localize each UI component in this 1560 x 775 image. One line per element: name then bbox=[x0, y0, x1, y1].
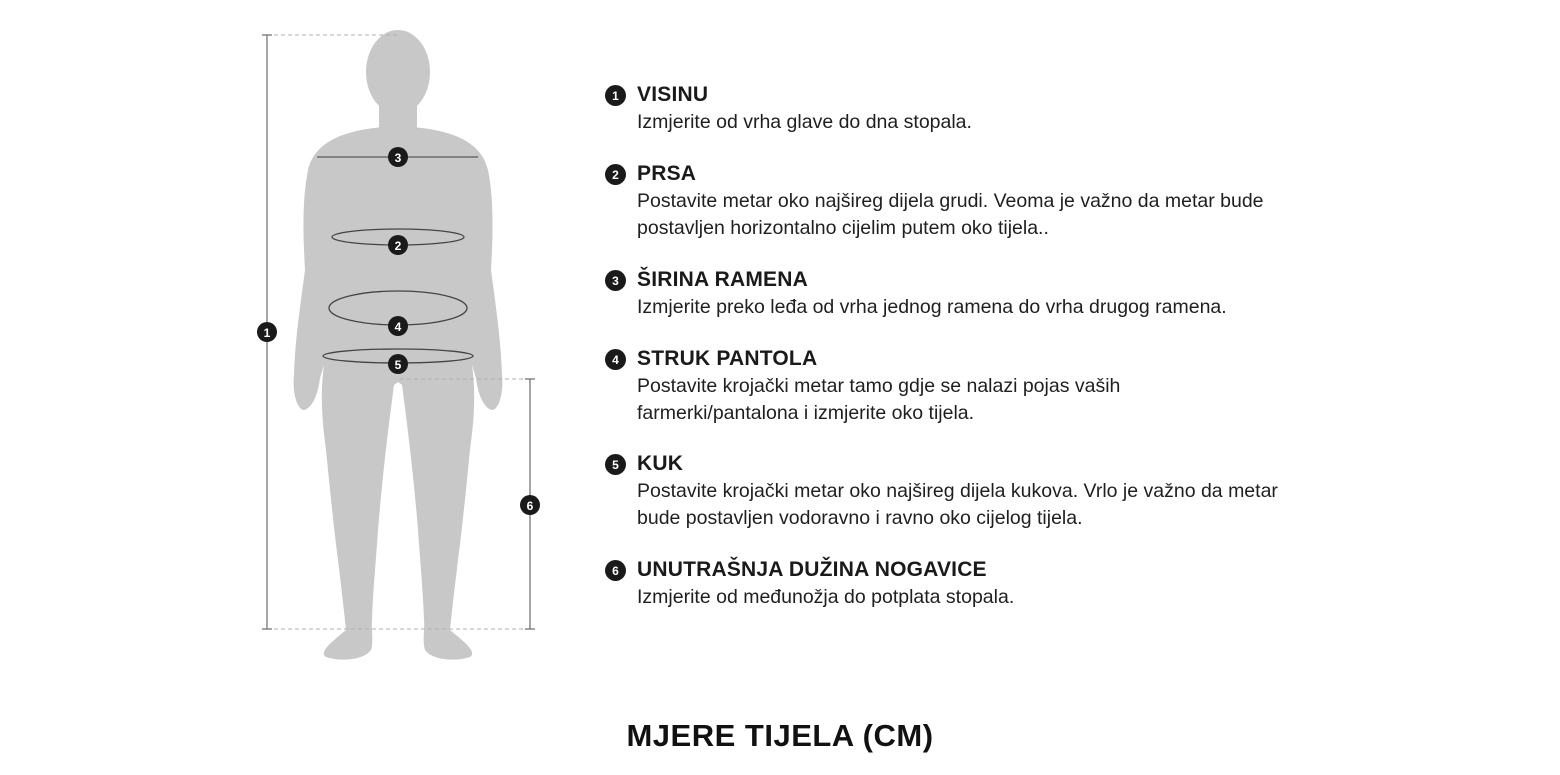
item-description: Izmjerite od međunožja do potplata stopala. bbox=[637, 586, 1015, 608]
item-title: VISINU bbox=[637, 83, 709, 106]
item-description: Izmjerite od vrha glave do dna stopala. bbox=[637, 111, 972, 133]
marker-1 bbox=[257, 322, 277, 342]
item-number: 4 bbox=[605, 349, 626, 370]
item-title: UNUTRAŠNJA DUŽINA NOGAVICE bbox=[637, 558, 987, 581]
item-description: Izmjerite preko leđa od vrha jednog ramena do vrha drugog ramena. bbox=[637, 296, 1227, 318]
measure-item-height bbox=[605, 81, 1325, 136]
marker-5 bbox=[388, 354, 408, 374]
measure-item-inseam bbox=[605, 556, 1325, 611]
measure-item-shoulder bbox=[605, 266, 1325, 321]
item-title: KUK bbox=[637, 452, 684, 475]
item-number: 6 bbox=[605, 560, 626, 581]
marker-4 bbox=[388, 316, 408, 336]
item-title: PRSA bbox=[637, 162, 697, 185]
page-title: MJERE TIJELA (CM) bbox=[626, 718, 934, 753]
body-silhouette bbox=[294, 30, 503, 660]
item-number: 5 bbox=[605, 454, 626, 475]
measure-item-hip bbox=[605, 450, 1325, 531]
svg-text:6: 6 bbox=[526, 499, 534, 513]
svg-text:2: 2 bbox=[394, 239, 402, 253]
marker-2 bbox=[388, 235, 408, 255]
svg-text:5: 5 bbox=[394, 358, 402, 372]
item-title: ŠIRINA RAMENA bbox=[637, 268, 808, 291]
marker-6 bbox=[520, 495, 540, 515]
item-description: Postavite krojački metar tamo gdje se nalazi pojas vaših farmerki/pantalona i izmjerite oko tijela. bbox=[637, 375, 1121, 424]
svg-text:4: 4 bbox=[394, 320, 402, 334]
measure-item-chest bbox=[605, 160, 1325, 241]
body-figure bbox=[0, 0, 620, 680]
svg-text:3: 3 bbox=[394, 151, 402, 165]
measure-item-waist bbox=[605, 345, 1325, 426]
svg-text:1: 1 bbox=[263, 326, 271, 340]
item-number: 3 bbox=[605, 270, 626, 291]
item-title: STRUK PANTOLA bbox=[637, 347, 818, 370]
marker-3 bbox=[388, 147, 408, 167]
item-number: 2 bbox=[605, 164, 626, 185]
item-description: Postavite metar oko najšireg dijela grudi. Veoma je važno da metar bude postavljen horizontalno cijelim putem oko tijela.. bbox=[637, 190, 1264, 239]
item-description: Postavite krojački metar oko najšireg dijela kukova. Vrlo je važno da metar bude postavljen vodoravno i ravno oko cijelog tijela. bbox=[637, 480, 1278, 529]
item-number: 1 bbox=[605, 85, 626, 106]
